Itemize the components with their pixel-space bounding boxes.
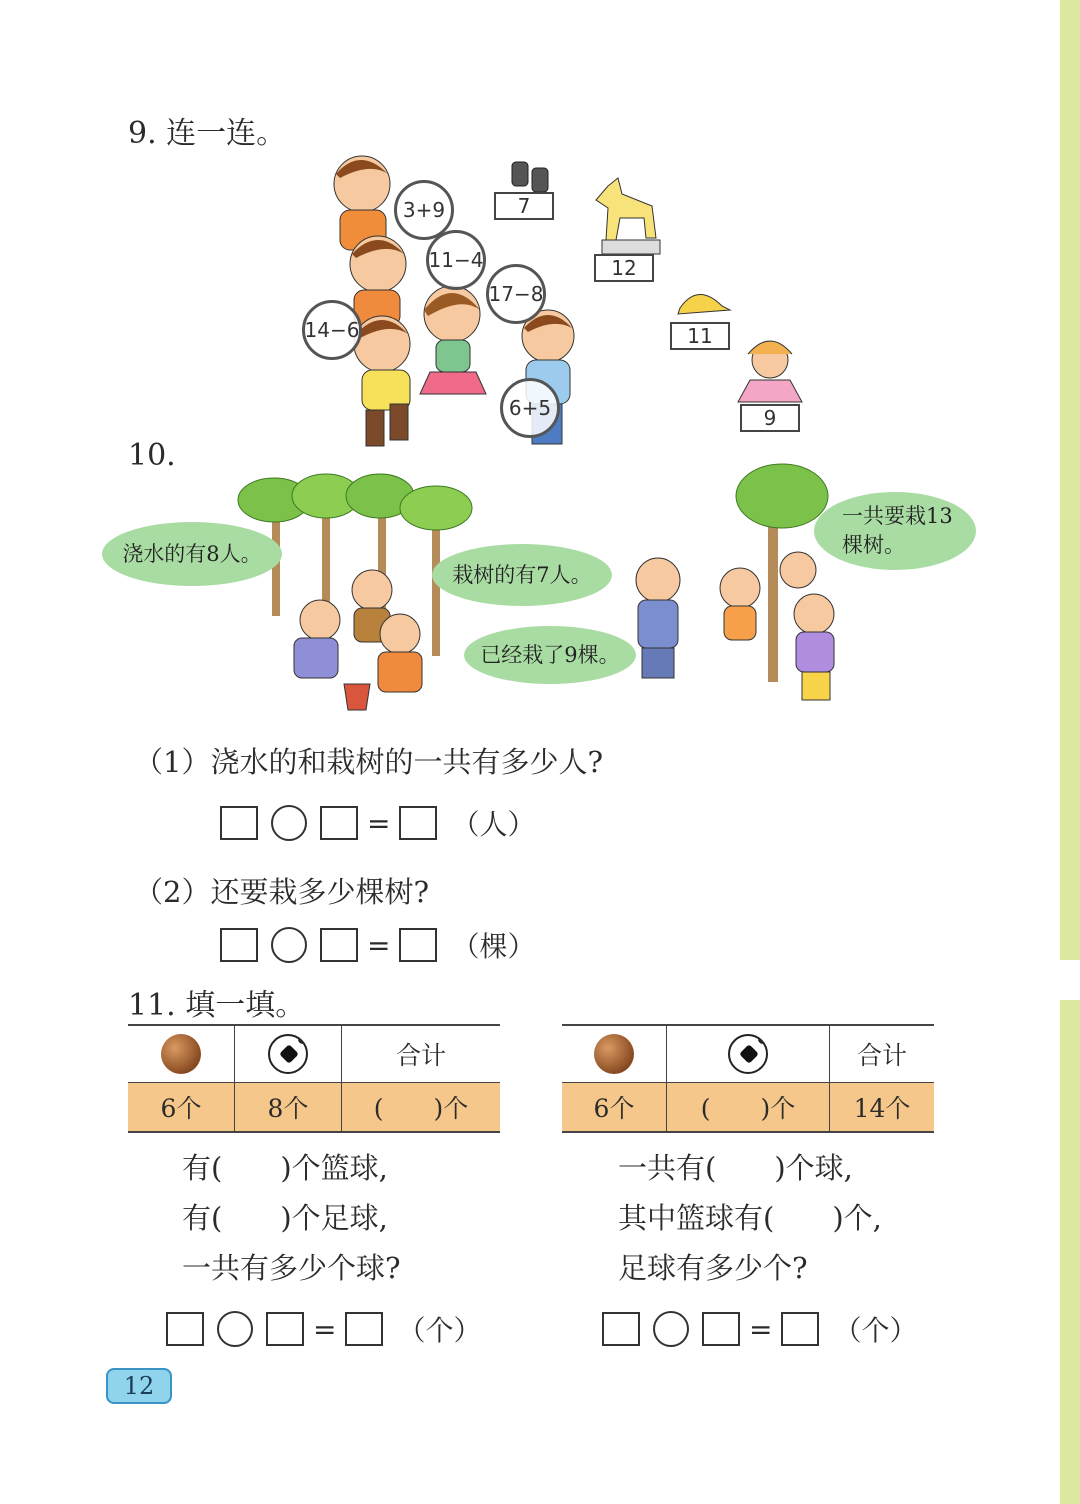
expression-circle[interactable]: 14−6 — [302, 300, 362, 360]
header-cell: 合计 — [342, 1025, 501, 1083]
bubble-text: 棵树。 — [842, 533, 905, 557]
bubble-text: 一共要栽13 — [842, 504, 953, 528]
speech-bubble: 已经栽了9棵。 — [464, 626, 636, 684]
basketball-icon — [594, 1034, 634, 1074]
fill-blank-cell[interactable]: ( )个 — [342, 1083, 501, 1133]
answer-box[interactable]: 12 — [594, 254, 654, 282]
operator-circle[interactable] — [653, 1311, 689, 1347]
expression-circle[interactable]: 11−4 — [426, 230, 486, 290]
speech-bubble: 浇水的有8人。 — [102, 522, 282, 586]
unit-label: （个） — [397, 1314, 482, 1347]
answer-box[interactable]: 9 — [740, 404, 800, 432]
children-planting — [636, 552, 834, 700]
expression-circle[interactable]: 6+5 — [500, 378, 560, 438]
tree-planting-illustration — [98, 462, 988, 722]
speech-bubble: 栽树的有7人。 — [432, 544, 612, 606]
left-text-line: 有( )个篮球, — [182, 1151, 388, 1185]
value-cell: 8个 — [235, 1083, 342, 1133]
equals-sign: = — [367, 806, 391, 840]
header-cell — [128, 1025, 235, 1083]
header-cell — [235, 1025, 342, 1083]
answer-square[interactable] — [220, 928, 258, 962]
boy-3 — [354, 316, 410, 446]
question-9-title: 9. 连一连。 — [128, 116, 287, 151]
fill-blank-cell[interactable]: ( )个 — [667, 1083, 830, 1133]
operator-circle[interactable] — [271, 805, 307, 841]
answer-square[interactable] — [399, 806, 437, 840]
answer-box[interactable]: 11 — [670, 322, 730, 350]
soccer-ball-icon — [728, 1034, 768, 1074]
right-text-line: 其中篮球有( )个, — [618, 1201, 882, 1235]
operator-circle[interactable] — [217, 1311, 253, 1347]
operator-circle[interactable] — [271, 927, 307, 963]
question-10-1: （1）浇水的和栽树的一共有多少人? — [134, 745, 603, 779]
question-10-title: 10. — [128, 438, 176, 473]
expression-circle[interactable]: 3+9 — [394, 180, 454, 240]
ball-table-left — [128, 1024, 500, 1133]
answer-square[interactable] — [345, 1312, 383, 1346]
header-cell: 合计 — [830, 1025, 935, 1083]
doll-icon — [738, 341, 802, 402]
unit-label: （个） — [833, 1314, 918, 1347]
value-cell: 6个 — [128, 1083, 235, 1133]
girl — [420, 286, 486, 394]
question-11-title: 11. 填一填。 — [128, 988, 306, 1023]
equation-row — [602, 1309, 917, 1349]
toy-horse-icon — [596, 178, 660, 254]
unit-label: （人） — [451, 808, 536, 841]
expression-circle[interactable]: 17−8 — [486, 264, 546, 324]
answer-square[interactable] — [399, 928, 437, 962]
value-cell: 14个 — [830, 1083, 935, 1133]
page-number: 12 — [106, 1368, 172, 1404]
answer-square[interactable] — [781, 1312, 819, 1346]
equation-row — [220, 803, 535, 843]
ball-table-right — [562, 1024, 934, 1133]
binoculars-icon — [512, 162, 548, 192]
right-text-line: 一共有( )个球, — [618, 1151, 853, 1185]
children-watering — [294, 570, 422, 710]
cap-icon — [678, 294, 730, 314]
right-text-line: 足球有多少个? — [618, 1251, 808, 1285]
soccer-ball-icon — [268, 1034, 308, 1074]
answer-square[interactable] — [166, 1312, 204, 1346]
equals-sign: = — [367, 928, 391, 962]
matching-illustration — [290, 148, 830, 458]
answer-square[interactable] — [220, 806, 258, 840]
equals-sign: = — [313, 1312, 337, 1346]
basketball-icon — [161, 1034, 201, 1074]
answer-square[interactable] — [266, 1312, 304, 1346]
boy-2 — [350, 236, 406, 326]
left-text-line: 有( )个足球, — [182, 1201, 388, 1235]
answer-box[interactable]: 7 — [494, 192, 554, 220]
header-cell — [562, 1025, 667, 1083]
speech-bubble — [814, 492, 976, 570]
left-text-line: 一共有多少个球? — [182, 1251, 401, 1285]
value-cell: 6个 — [562, 1083, 667, 1133]
question-10-2: （2）还要栽多少棵树? — [134, 875, 429, 909]
answer-square[interactable] — [602, 1312, 640, 1346]
answer-square[interactable] — [702, 1312, 740, 1346]
equals-sign: = — [749, 1312, 773, 1346]
page-edge-tab — [1060, 1000, 1080, 1504]
equation-row — [166, 1309, 481, 1349]
answer-square[interactable] — [320, 928, 358, 962]
page-edge-tab — [1060, 0, 1080, 960]
header-cell — [667, 1025, 830, 1083]
answer-square[interactable] — [320, 806, 358, 840]
equation-row — [220, 925, 535, 965]
unit-label: （棵） — [451, 930, 536, 963]
